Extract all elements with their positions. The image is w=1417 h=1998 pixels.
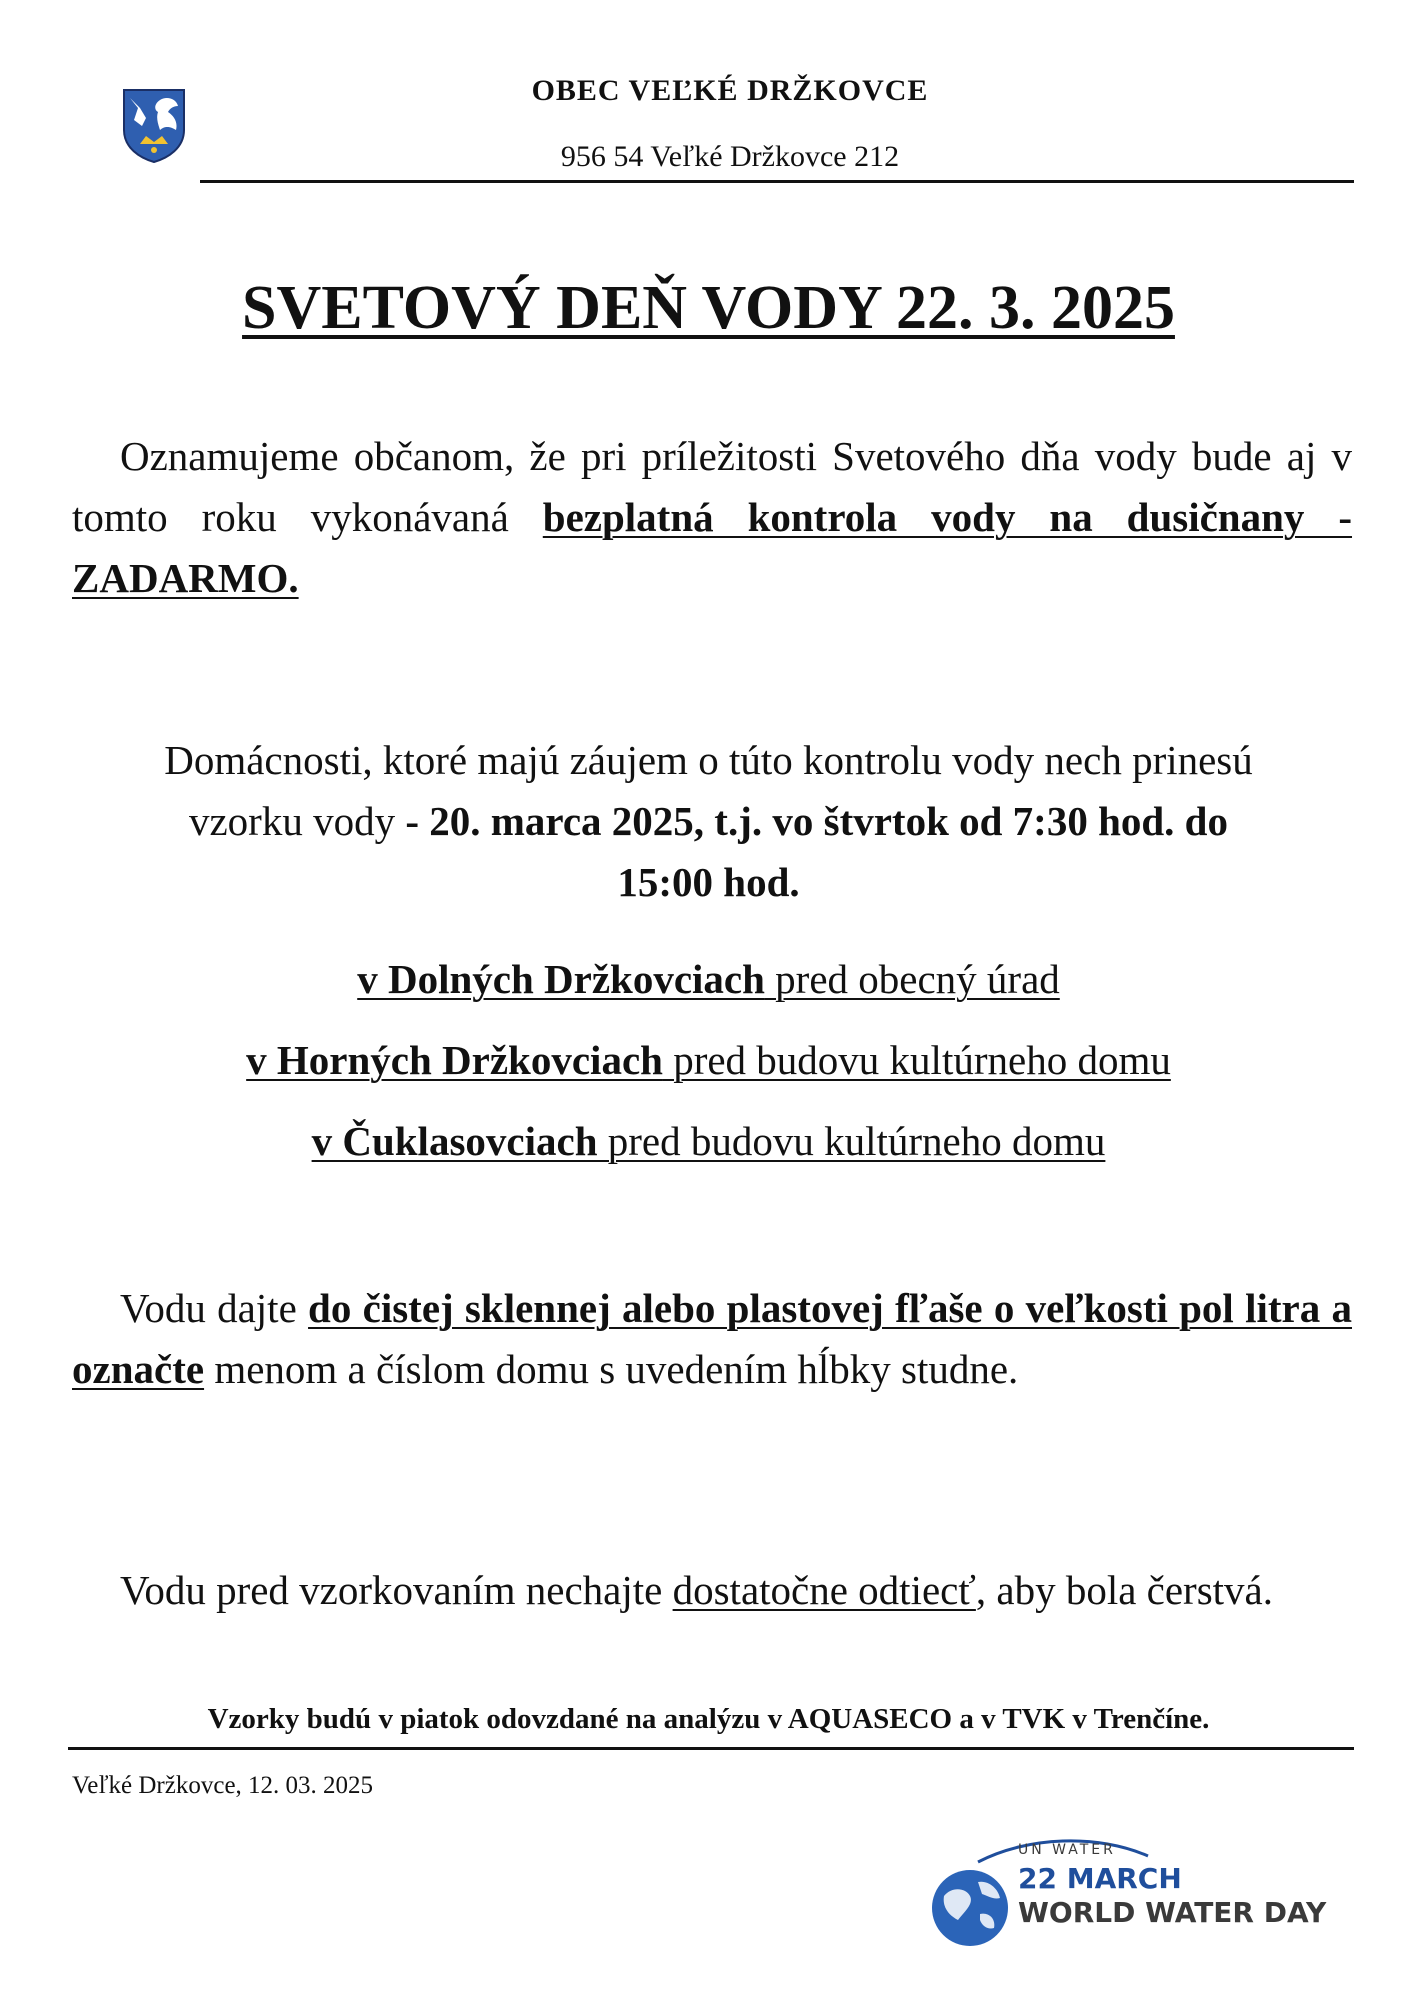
bottle-rest: menom a číslom domu s uvedením hĺbky studne.: [204, 1346, 1019, 1392]
municipality-name: OBEC VEĽKÉ DRŽKOVCE: [531, 74, 929, 107]
page-title: [0, 273, 1417, 344]
page-title-text: SVETOVÝ DEŇ VODY 22. 3. 2025: [242, 274, 1175, 342]
logo-name: WORLD WATER DAY: [1018, 1896, 1327, 1929]
location-item: [0, 1036, 1417, 1084]
bottle-paragraph: [72, 1278, 1352, 1400]
analysis-note: Vzorky budú v piatok odovzdané na analýzu v AQUASECO a v TVK v Trenčíne.: [207, 1703, 1210, 1735]
location-item: [0, 1117, 1417, 1165]
location-where: pred budovu kultúrneho domu: [597, 1118, 1106, 1164]
date-line: Veľké Držkovce, 12. 03. 2025: [72, 1772, 374, 1799]
intro-text: Oznamujeme občanom, že pri príležitosti Svetového dňa vody bude aj v tomto roku vykonávaná: [72, 433, 1352, 540]
logo-date: 22 MARCH: [1018, 1862, 1182, 1895]
logo-org: UN WATER: [1018, 1842, 1116, 1858]
collection-emphasis: - 20. marca 2025, t.j. vo štvrtok od 7:30 hod. do 15:00 hod.: [405, 798, 1228, 905]
location-place: v Dolných Držkovciach: [357, 956, 765, 1002]
location-place: v Čuklasovciach: [311, 1118, 598, 1164]
municipality-address: 956 54 Veľké Držkovce 212: [560, 140, 900, 173]
bottle-emphasis: do čistej sklennej alebo plastovej fľaše o veľkosti pol litra a označte: [72, 1285, 1352, 1392]
header-divider: [200, 180, 1354, 183]
flush-paragraph: [72, 1560, 1352, 1621]
flush-rest: , aby bola čerstvá.: [975, 1567, 1274, 1613]
location-place: v Horných Držkovciach: [246, 1037, 663, 1083]
footer-divider: [68, 1747, 1354, 1750]
collection-paragraph: [0, 730, 1417, 913]
location-where: pred budovu kultúrneho domu: [662, 1037, 1171, 1083]
location-item: [0, 955, 1417, 1003]
flush-emphasis: dostatočne odtiecť: [672, 1567, 976, 1613]
bottle-lead: Vodu dajte: [120, 1285, 309, 1331]
world-water-day-logo: [918, 1830, 1338, 1950]
intro-paragraph: [72, 426, 1352, 609]
intro-emphasis: bezplatná kontrola vody na dusičnany - ZADARMO.: [72, 494, 1353, 601]
collection-text: Domácnosti, ktoré majú záujem o túto kontrolu vody nech prinesú vzorku vody: [164, 737, 1253, 844]
coat-of-arms-icon: [120, 86, 188, 164]
flush-lead: Vodu pred vzorkovaním nechajte: [120, 1567, 673, 1613]
location-where: pred obecný úrad: [764, 956, 1060, 1002]
